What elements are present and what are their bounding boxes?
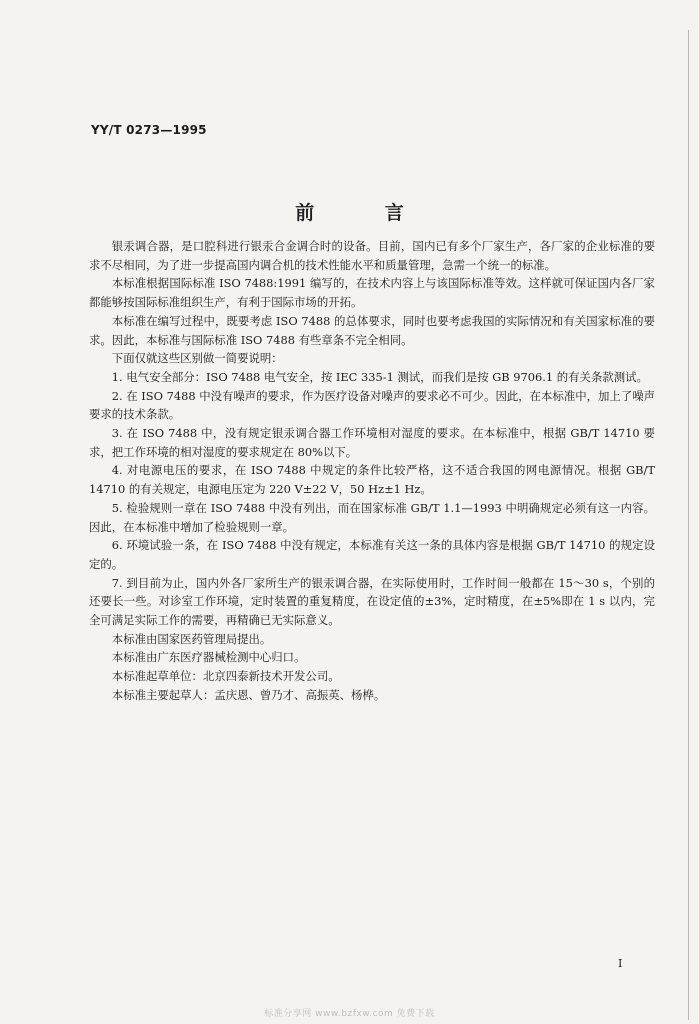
paragraph: 7. 到目前为止，国内外各厂家所生产的银汞调合器，在实际使用时，工作时间一般都在 15～30 s，个别的还要长一些。对诊室工作环境，定时装置的重复精度，在设定值的±3%，定时精度，在±5%即在 1 s 以内，完全可满足实际工作的需要，再精确已无实际意义。 [89, 575, 655, 628]
standard-code: YY/T 0273—1995 [91, 123, 207, 137]
paragraph: 本标准根据国际标准 ISO 7488:1991 编写的，在技术内容上与该国际标准等效。这样就可保证国内各厂家都能够按国际标准组织生产，有利于国际市场的开拓。 [89, 276, 655, 310]
paragraph: 本标准在编写过程中，既要考虑 ISO 7488 的总体要求，同时也要考虑我国的实际情况和有关国家标准的要求。因此，本标准与国际标准 ISO 7488 有些章条不完全相同。 [89, 313, 655, 347]
paragraph: 本标准起草单位：北京四泰新技术开发公司。 [111, 669, 340, 684]
paragraph: 2. 在 ISO 7488 中没有噪声的要求，作为医疗设备对噪声的要求必不可少。因此，在本标准中，加上了噪声要求的技术条款。 [89, 388, 655, 422]
paragraph: 3. 在 ISO 7488 中，没有规定银汞调合器工作环境相对湿度的要求。在本标准中，根据 GB/T 14710 要求，把工作环境的相对湿度的要求规定在 80%以下。 [89, 426, 655, 459]
paragraph: 5. 检验规则一章在 ISO 7488 中没有列出，而在国家标准 GB/T 1.1—1993 中明确规定必须有这一内容。因此，在本标准中增加了检验规则一章。 [89, 500, 655, 534]
page-number: I [618, 957, 623, 970]
foreword-body [89, 237, 655, 705]
paragraph: 1. 电气安全部分：ISO 7488 电气安全，按 IEC 335-1 测试，而我们是按 GB 9706.1 的有关条款测试。 [111, 369, 648, 384]
paragraph: 银汞调合器，是口腔科进行银汞合金调合时的设备。目前，国内已有多个厂家生产，各厂家的企业标准的要求不尽相同，为了进一步提高国内调合机的技术性能水平和质量管理，急需一个统一的标准。 [89, 239, 655, 272]
paragraph: 4. 对电源电压的要求，在 ISO 7488 中规定的条件比较严格，这不适合我国的网电源情况。根据 GB/T 14710 的有关规定，电源电压定为 220 V±22 V，50 Hz±1 Hz。 [89, 463, 655, 497]
paragraph: 下面仅就这些区别做一简要说明： [111, 351, 283, 366]
scan-edge-line [688, 30, 689, 1020]
paragraph: 本标准由广东医疗器械检测中心归口。 [111, 650, 306, 665]
paragraph: 本标准主要起草人：孟庆恩、曾乃才、高振英、杨桦。 [111, 687, 386, 702]
page-title: 前 言 [295, 202, 436, 224]
paragraph: 本标准由国家医药管理局提出。 [111, 631, 272, 646]
paragraph: 6. 环境试验一条，在 ISO 7488 中没有规定，本标准有关这一条的具体内容是根据 GB/T 14710 的规定设定的。 [89, 538, 655, 571]
watermark-text: 标准分享网 www.bzfxw.com 免费下载 [264, 1009, 435, 1019]
